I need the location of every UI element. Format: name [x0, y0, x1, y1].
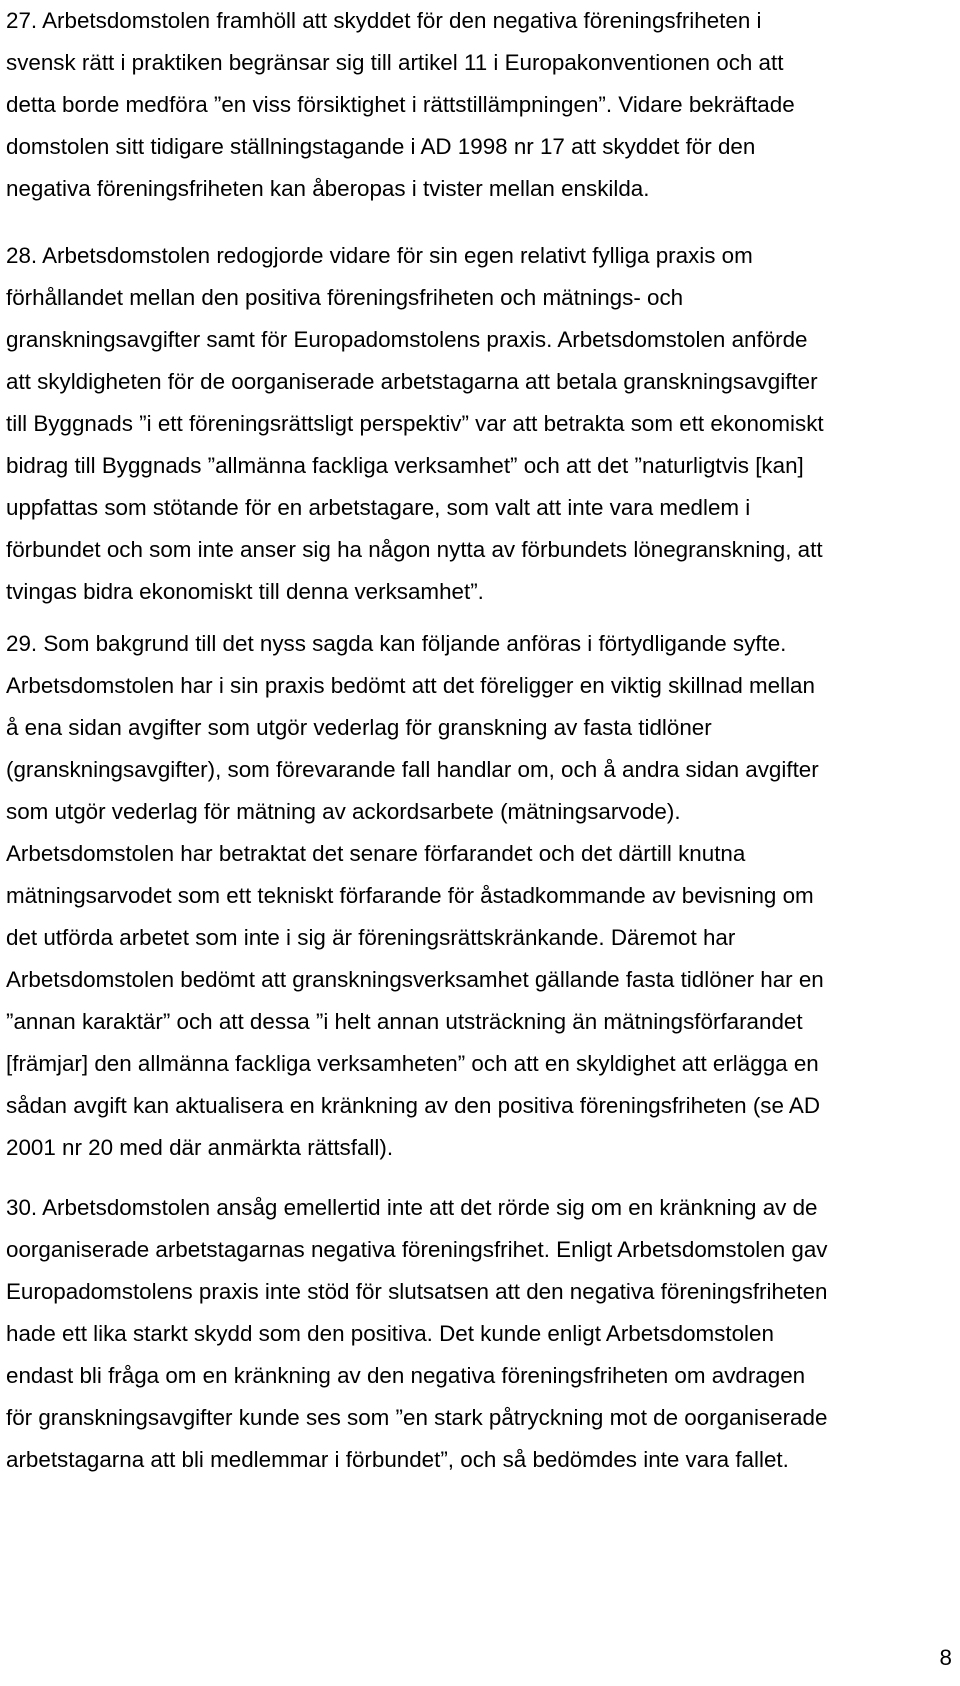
text-line: uppfattas som stötande för en arbetstagare, som valt att inte vara medlem i: [6, 495, 751, 520]
text-line: ”annan karaktär” och att dessa ”i helt annan utsträckning än mätningsförfarandet: [6, 1009, 803, 1034]
text-line: för granskningsavgifter kunde ses som ”en stark påtryckning mot de oorganiserade: [6, 1405, 828, 1430]
text-line: granskningsavgifter samt för Europadomstolens praxis. Arbetsdomstolen anförde: [6, 327, 808, 352]
paragraph-30: [6, 1187, 828, 1481]
text-line: 29. Som bakgrund till det nyss sagda kan följande anföras i förtydligande syfte.: [6, 631, 787, 656]
text-line: som utgör vederlag för mätning av ackordsarbete (mätningsarvode).: [6, 799, 681, 824]
text-line: sådan avgift kan aktualisera en kränkning av den positiva föreningsfriheten (se AD: [6, 1093, 821, 1118]
text-line: å ena sidan avgifter som utgör vederlag för granskning av fasta tidlöner: [6, 715, 712, 740]
text-line: det utförda arbetet som inte i sig är föreningsrättskränkande. Däremot har: [6, 925, 736, 950]
text-line: Europadomstolens praxis inte stöd för slutsatsen att den negativa föreningsfriheten: [6, 1279, 828, 1304]
text-line: bidrag till Byggnads ”allmänna fackliga verksamhet” och att det ”naturligtvis [kan]: [6, 453, 804, 478]
paragraph-27: [6, 0, 795, 210]
paragraph-29: [6, 623, 824, 1169]
text-line: 30. Arbetsdomstolen ansåg emellertid inte att det rörde sig om en kränkning av de: [6, 1195, 818, 1220]
paragraph-28: [6, 235, 824, 613]
text-line: arbetstagarna att bli medlemmar i förbundet”, och så bedömdes inte vara fallet.: [6, 1447, 789, 1472]
text-line: 28. Arbetsdomstolen redogjorde vidare för sin egen relativt fylliga praxis om: [6, 243, 753, 268]
text-line: 2001 nr 20 med där anmärkta rättsfall).: [6, 1135, 394, 1160]
text-line: endast bli fråga om en kränkning av den negativa föreningsfriheten om avdragen: [6, 1363, 806, 1388]
text-line: svensk rätt i praktiken begränsar sig till artikel 11 i Europakonventionen och att: [6, 50, 784, 75]
text-line: Arbetsdomstolen har i sin praxis bedömt att det föreligger en viktig skillnad mellan: [6, 673, 815, 698]
text-line: [främjar] den allmänna fackliga verksamheten” och att en skyldighet att erlägga en: [6, 1051, 819, 1076]
text-line: Arbetsdomstolen har betraktat det senare förfarandet och det därtill knutna: [6, 841, 746, 866]
page-number: 8: [939, 1645, 952, 1670]
text-line: Arbetsdomstolen bedömt att granskningsverksamhet gällande fasta tidlöner har en: [6, 967, 824, 992]
text-line: till Byggnads ”i ett föreningsrättsligt perspektiv” var att betrakta som ett ekonomiskt: [6, 411, 824, 436]
text-line: tvingas bidra ekonomiskt till denna verksamhet”.: [6, 579, 484, 604]
text-line: oorganiserade arbetstagarnas negativa föreningsfrihet. Enligt Arbetsdomstolen gav: [6, 1237, 828, 1262]
text-line: mätningsarvodet som ett tekniskt förfarande för åstadkommande av bevisning om: [6, 883, 814, 908]
text-line: (granskningsavgifter), som förevarande fall handlar om, och å andra sidan avgifter: [6, 757, 819, 782]
text-line: negativa föreningsfriheten kan åberopas i tvister mellan enskilda.: [6, 176, 650, 201]
text-line: förbundet och som inte anser sig ha någon nytta av förbundets lönegranskning, att: [6, 537, 823, 562]
text-line: hade ett lika starkt skydd som den positiva. Det kunde enligt Arbetsdomstolen: [6, 1321, 774, 1346]
text-line: att skyldigheten för de oorganiserade arbetstagarna att betala granskningsavgifter: [6, 369, 818, 394]
text-line: detta borde medföra ”en viss försiktighet i rättstillämpningen”. Vidare bekräftade: [6, 92, 795, 117]
text-line: domstolen sitt tidigare ställningstagande i AD 1998 nr 17 att skyddet för den: [6, 134, 756, 159]
text-line: förhållandet mellan den positiva föreningsfriheten och mätnings- och: [6, 285, 684, 310]
text-line: 27. Arbetsdomstolen framhöll att skyddet för den negativa föreningsfriheten i: [6, 8, 762, 33]
